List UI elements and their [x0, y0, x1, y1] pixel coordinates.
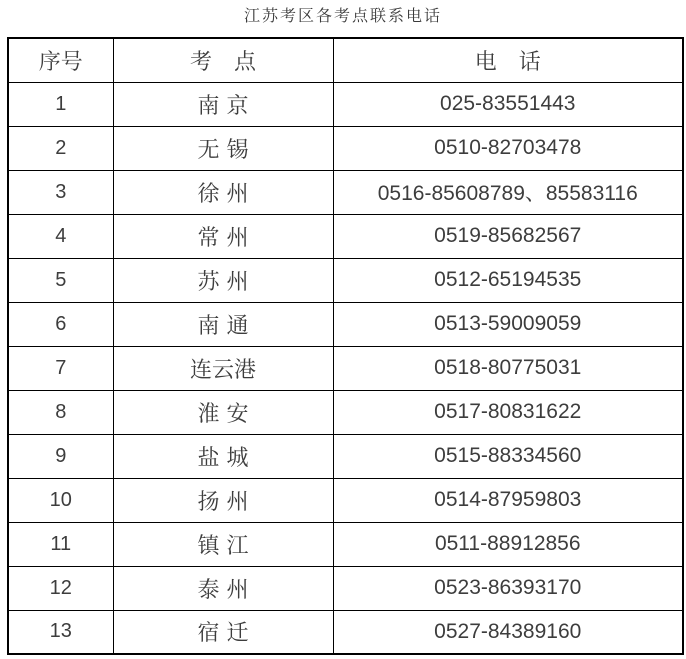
table-row [8, 610, 683, 654]
table-row [8, 82, 683, 126]
phone-cell: 0518-80775031 [333, 346, 683, 390]
serial-number-cell: 6 [8, 302, 113, 346]
exam-site-cell: 徐 州 [113, 170, 333, 214]
page-title: 江苏考区各考点联系电话 [243, 6, 442, 25]
exam-site-cell: 扬 州 [113, 478, 333, 522]
serial-number-cell: 12 [8, 566, 113, 610]
table-row [8, 302, 683, 346]
phone-cell: 0516-85608789、85583116 [333, 170, 683, 214]
serial-number-cell: 1 [8, 82, 113, 126]
table-row [8, 434, 683, 478]
exam-site-cell: 南 京 [113, 82, 333, 126]
serial-number-cell: 9 [8, 434, 113, 478]
table-row [8, 214, 683, 258]
phone-cell: 0513-59009059 [333, 302, 683, 346]
phone-cell: 0519-85682567 [333, 214, 683, 258]
phone-cell: 0512-65194535 [333, 258, 683, 302]
table-row [8, 170, 683, 214]
serial-number-cell: 3 [8, 170, 113, 214]
table-row [8, 126, 683, 170]
phone-cell: 025-83551443 [333, 82, 683, 126]
serial-number-cell: 13 [8, 610, 113, 654]
serial-number-cell: 5 [8, 258, 113, 302]
exam-site-cell: 淮 安 [113, 390, 333, 434]
serial-number-cell: 10 [8, 478, 113, 522]
phone-cell: 0511-88912856 [333, 522, 683, 566]
table-row [8, 478, 683, 522]
exam-site-cell: 连云港 [113, 346, 333, 390]
exam-site-cell: 常 州 [113, 214, 333, 258]
table-row [8, 390, 683, 434]
exam-site-cell: 盐 城 [113, 434, 333, 478]
table-row [8, 258, 683, 302]
header-exam-site: 考 点 [113, 38, 333, 82]
phone-cell: 0515-88334560 [333, 434, 683, 478]
table-row [8, 566, 683, 610]
serial-number-cell: 4 [8, 214, 113, 258]
exam-site-cell: 镇 江 [113, 522, 333, 566]
exam-site-cell: 泰 州 [113, 566, 333, 610]
exam-site-cell: 宿 迁 [113, 610, 333, 654]
table-header-row [8, 38, 683, 82]
phone-cell: 0523-86393170 [333, 566, 683, 610]
serial-number-cell: 7 [8, 346, 113, 390]
exam-site-cell: 南 通 [113, 302, 333, 346]
phone-cell: 0514-87959803 [333, 478, 683, 522]
header-serial-number: 序号 [8, 38, 113, 82]
phone-cell: 0510-82703478 [333, 126, 683, 170]
serial-number-cell: 11 [8, 522, 113, 566]
exam-site-cell: 苏 州 [113, 258, 333, 302]
phone-cell: 0527-84389160 [333, 610, 683, 654]
header-phone: 电 话 [333, 38, 683, 82]
table-row [8, 522, 683, 566]
phone-cell: 0517-80831622 [333, 390, 683, 434]
table-row [8, 346, 683, 390]
serial-number-cell: 2 [8, 126, 113, 170]
contact-phone-table [7, 37, 684, 655]
serial-number-cell: 8 [8, 390, 113, 434]
exam-site-cell: 无 锡 [113, 126, 333, 170]
